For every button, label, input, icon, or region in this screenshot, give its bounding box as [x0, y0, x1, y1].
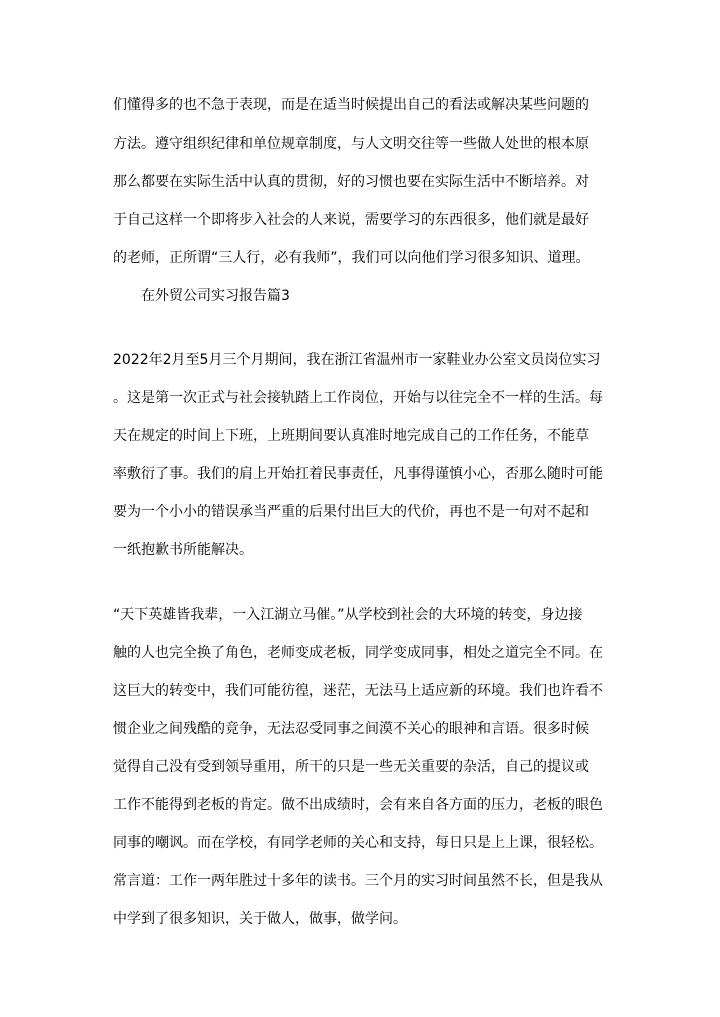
- text-line: 们懂得多的也不急于表现，而是在适当时候提出自己的看法或解决某些问题的: [113, 97, 589, 113]
- text-line: 同事的嘲讽。而在学校，有同学老师的关心和支持，每日只是上上课，很轻松。: [113, 835, 603, 851]
- text-line: 方法。遵守组织纪律和单位规章制度，与人文明交往等一些做人处世的根本原: [113, 136, 589, 152]
- text-line: 要为一个小小的错误承当严重的后果付出巨大的代价，再也不是一句对不起和: [113, 504, 589, 520]
- text-line: 率敷衍了事。我们的肩上开始扛着民事责任，凡事得谨慎小心，否那么随时可能: [113, 466, 603, 482]
- section-heading: 在外贸公司实习报告篇3: [141, 288, 290, 304]
- text-line: 。这是第一次正式与社会接轨踏上工作岗位，开始与以往完全不一样的生活。每: [113, 390, 603, 406]
- text-line: 觉得自己没有受到领导重用，所干的只是一些无关重要的杂活，自己的提议或: [113, 759, 589, 775]
- text-line: 这巨大的转变中，我们可能彷徨，迷茫，无法马上适应新的环境。我们也许看不: [113, 683, 603, 699]
- text-line: 的老师，正所谓“三人行，必有我师”，我们可以向他们学习很多知识、道理。: [113, 250, 590, 266]
- text-line: 2022年2月至5月三个月期间，我在浙江省温州市一家鞋业办公室文员岗位实习: [113, 352, 601, 368]
- text-line: 常言道：工作一两年胜过十多年的读书。三个月的实习时间虽然不长，但是我从: [113, 873, 603, 889]
- text-line: “天下英雄皆我辈，一入江湖立马催。”从学校到社会的大环境的转变，身边接: [113, 607, 583, 623]
- text-line: 惯企业之间残酷的竞争，无法忍受同事之间漠不关心的眼神和言语。很多时候: [113, 721, 589, 737]
- text-line: 一纸抱歉书所能解决。: [113, 542, 253, 558]
- text-line: 工作不能得到老板的肯定。做不出成绩时，会有来自各方面的压力，老板的眼色: [113, 797, 603, 813]
- text-line: 中学到了很多知识，关于做人，做事，做学问。: [113, 911, 407, 927]
- text-line: 那么都要在实际生活中认真的贯彻，好的习惯也要在实际生活中不断培养。对: [113, 174, 589, 190]
- text-line: 天在规定的时间上下班，上班期间要认真准时地完成自己的工作任务，不能草: [113, 428, 589, 444]
- text-line: 触的人也完全换了角色，老师变成老板，同学变成同事，相处之道完全不同。在: [113, 645, 603, 661]
- text-line: 于自己这样一个即将步入社会的人来说，需要学习的东西很多，他们就是最好: [113, 212, 589, 228]
